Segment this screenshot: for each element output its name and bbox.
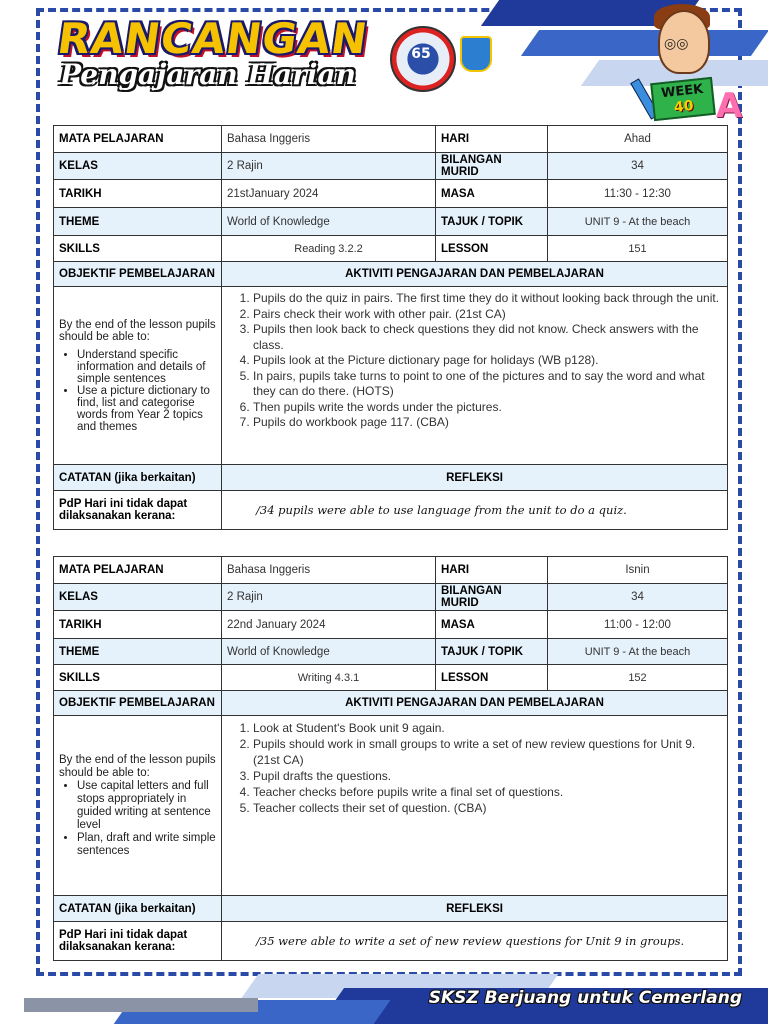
label-day: HARI xyxy=(436,126,548,153)
list-item: 7. Pupils do workbook page 117. (CBA) xyxy=(253,415,722,431)
label-objective: OBJEKTIF PEMBELAJARAN xyxy=(54,262,222,287)
reflection-text: /35 were able to write a set of new review questions for Unit 9 in groups. xyxy=(222,922,728,961)
value-lesson: 151 xyxy=(548,236,728,262)
label-lesson: LESSON xyxy=(436,665,548,691)
crest-logo xyxy=(460,36,492,72)
value-day: Isnin xyxy=(548,557,728,584)
label-reflection: REFLEKSI xyxy=(222,465,728,491)
value-subject: Bahasa Inggeris xyxy=(222,126,436,153)
label-theme: THEME xyxy=(54,639,222,665)
objectives-list xyxy=(59,349,216,433)
list-item: 5. In pairs, pupils take turns to point to one of the pictures and to say the word and what they can do there. (HOTS) xyxy=(253,369,722,400)
value-topic: UNIT 9 - At the beach xyxy=(548,639,728,665)
list-item: 1. Pupils do the quiz in pairs. The first time they do it without looking back through the unit. xyxy=(253,291,722,307)
header-subtitle: Pengajaran Harian xyxy=(60,58,356,91)
objective-intro: By the end of the lesson pupils should be able to: xyxy=(59,753,216,779)
value-students: 34 xyxy=(548,584,728,611)
label-lesson: LESSON xyxy=(436,236,548,262)
list-item: 4. Pupils look at the Picture dictionary page for holidays (WB p128). xyxy=(253,353,722,369)
value-skills: Writing 4.3.1 xyxy=(222,665,436,691)
value-time: 11:00 - 12:00 xyxy=(548,611,728,639)
school-logo-text: 65 xyxy=(411,46,431,62)
label-date: TARIKH xyxy=(54,180,222,208)
label-notes: CATATAN (jika berkaitan) xyxy=(54,896,222,922)
list-item: 2. Pupils should work in small groups to write a set of new review questions for Unit 9. (21st CA) xyxy=(253,736,722,768)
label-time: MASA xyxy=(436,611,548,639)
week-number: 40 xyxy=(673,97,695,116)
label-theme: THEME xyxy=(54,208,222,236)
value-topic: UNIT 9 - At the beach xyxy=(548,208,728,236)
list-item: • Plan, draft and write simple sentences xyxy=(77,832,216,858)
value-class: 2 Rajin xyxy=(222,584,436,611)
label-subject: MATA PELAJARAN xyxy=(54,126,222,153)
lesson-plan-table-2 xyxy=(53,556,728,961)
label-class: KELAS xyxy=(54,153,222,180)
value-skills: Reading 3.2.2 xyxy=(222,236,436,262)
list-item: 6. Then pupils write the words under the pictures. xyxy=(253,400,722,416)
label-subject: MATA PELAJARAN xyxy=(54,557,222,584)
value-students: 34 xyxy=(548,153,728,180)
value-date: 21stJanuary 2024 xyxy=(222,180,436,208)
label-not-held: PdP Hari ini tidak dapat dilaksanakan kerana: xyxy=(54,922,222,961)
objectives-cell xyxy=(54,287,222,465)
label-students: BILANGAN MURID xyxy=(436,584,548,611)
header-title: RANCANGAN xyxy=(54,14,372,63)
label-not-held: PdP Hari ini tidak dapat dilaksanakan kerana: xyxy=(54,491,222,530)
value-date: 22nd January 2024 xyxy=(222,611,436,639)
label-activities: AKTIVITI PENGAJARAN DAN PEMBELAJARAN xyxy=(222,691,728,716)
footer-bar xyxy=(24,998,258,1012)
week-label: WEEK xyxy=(660,81,704,102)
value-class: 2 Rajin xyxy=(222,153,436,180)
label-topic: TAJUK / TOPIK xyxy=(436,639,548,665)
objectives-list xyxy=(59,780,216,858)
lesson-plan-table-1 xyxy=(53,125,728,530)
list-item: 4. Teacher checks before pupils write a final set of questions. xyxy=(253,784,722,800)
reflection-text: /34 pupils were able to use language from the unit to do a quiz. xyxy=(222,491,728,530)
label-notes: CATATAN (jika berkaitan) xyxy=(54,465,222,491)
list-item: 1. Look at Student's Book unit 9 again. xyxy=(253,720,722,736)
activities-cell xyxy=(222,287,728,465)
footer-slogan: SKSZ Berjuang untuk Cemerlang xyxy=(428,988,742,1008)
value-theme: World of Knowledge xyxy=(222,639,436,665)
letter-a-icon: A xyxy=(716,86,743,126)
list-item: 3. Pupil drafts the questions. xyxy=(253,768,722,784)
week-badge xyxy=(650,77,716,121)
list-item: • Use a picture dictionary to find, list and categorise words from Year 2 topics and themes xyxy=(77,385,216,433)
glasses-icon: ◎◎ xyxy=(664,36,689,52)
label-date: TARIKH xyxy=(54,611,222,639)
list-item: • Understand specific information and details of simple sentences xyxy=(77,349,216,385)
list-item: 5. Teacher collects their set of question. (CBA) xyxy=(253,800,722,816)
activities-cell xyxy=(222,716,728,896)
objectives-cell xyxy=(54,716,222,896)
label-activities: AKTIVITI PENGAJARAN DAN PEMBELAJARAN xyxy=(222,262,728,287)
label-objective: OBJEKTIF PEMBELAJARAN xyxy=(54,691,222,716)
list-item: 2. Pairs check their work with other pair. (21st CA) xyxy=(253,307,722,323)
value-day: Ahad xyxy=(548,126,728,153)
activities-list xyxy=(227,291,722,431)
label-day: HARI xyxy=(436,557,548,584)
list-item: • Use capital letters and full stops appropriately in guided writing at sentence level xyxy=(77,780,216,832)
label-students: BILANGAN MURID xyxy=(436,153,548,180)
label-skills: SKILLS xyxy=(54,236,222,262)
value-time: 11:30 - 12:30 xyxy=(548,180,728,208)
value-theme: World of Knowledge xyxy=(222,208,436,236)
label-class: KELAS xyxy=(54,584,222,611)
objective-intro: By the end of the lesson pupils should be able to: xyxy=(59,318,216,343)
value-subject: Bahasa Inggeris xyxy=(222,557,436,584)
list-item: 3. Pupils then look back to check questions they did not know. Check answers with the class. xyxy=(253,322,722,353)
label-skills: SKILLS xyxy=(54,665,222,691)
label-time: MASA xyxy=(436,180,548,208)
label-reflection: REFLEKSI xyxy=(222,896,728,922)
label-topic: TAJUK / TOPIK xyxy=(436,208,548,236)
activities-list xyxy=(227,720,722,816)
value-lesson: 152 xyxy=(548,665,728,691)
